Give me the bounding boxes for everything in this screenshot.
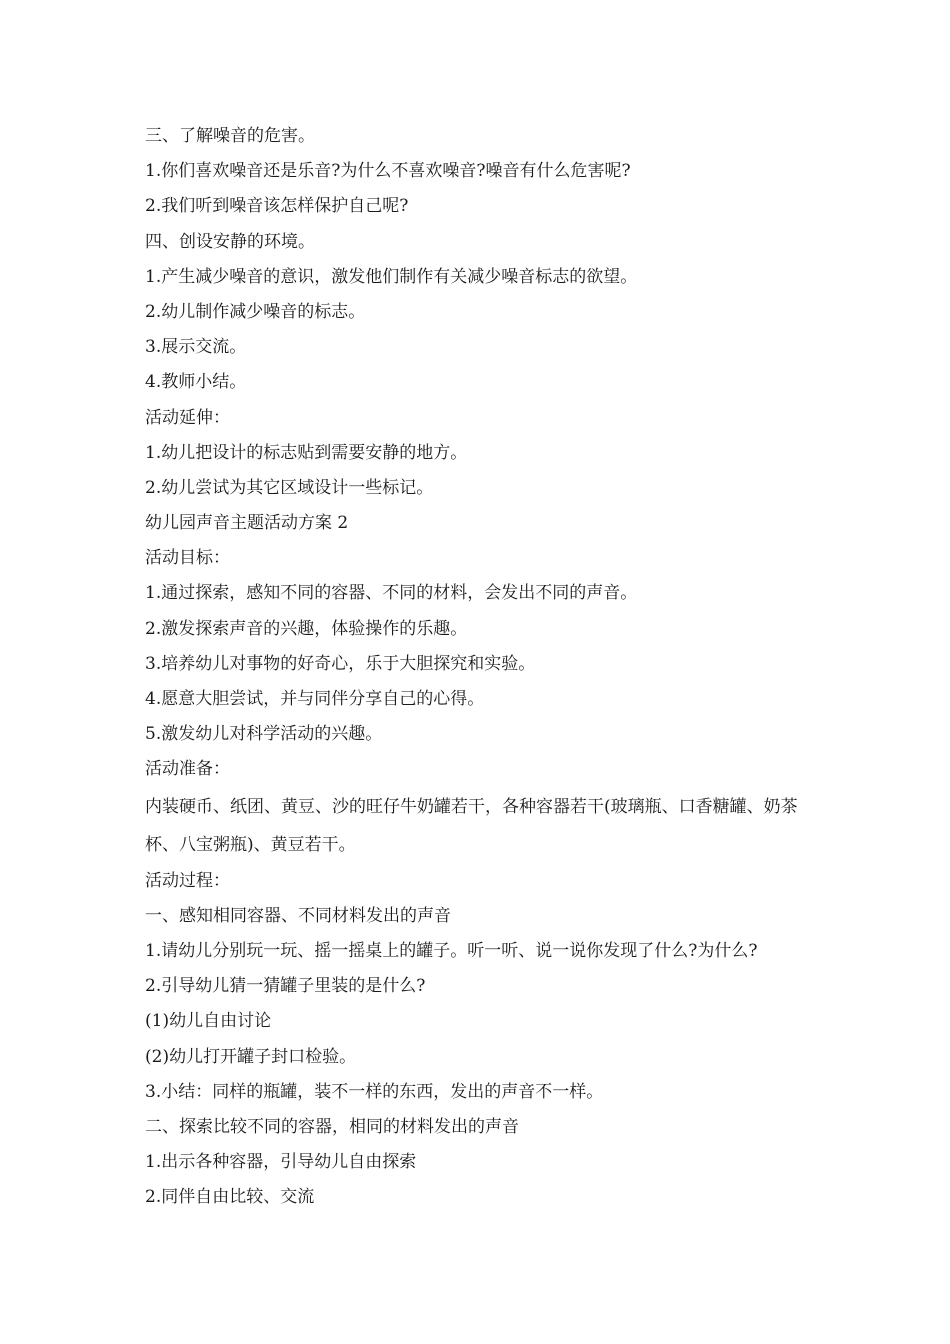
section-heading: 活动过程： bbox=[145, 870, 230, 891]
list-item: 2.我们听到噪音该怎样保护自己呢? bbox=[145, 196, 409, 217]
section-heading: 一、感知相同容器、不同材料发出的声音 bbox=[145, 905, 451, 926]
list-item: (2)幼儿打开罐子封口检验。 bbox=[145, 1046, 357, 1067]
list-item: 1.请幼儿分别玩一玩、摇一摇桌上的罐子。听一听、说一说你发现了什么?为什么? bbox=[145, 940, 758, 961]
list-item: 3.培养幼儿对事物的好奇心，乐于大胆探究和实验。 bbox=[145, 653, 536, 674]
list-item: 3.展示交流。 bbox=[145, 337, 247, 358]
document-subtitle: 幼儿园声音主题活动方案 2 bbox=[145, 513, 349, 534]
list-item: 2.幼儿制作减少噪音的标志。 bbox=[145, 301, 366, 322]
list-item: 1.出示各种容器，引导幼儿自由探索 bbox=[145, 1152, 417, 1173]
list-item: 2.激发探索声音的兴趣，体验操作的乐趣。 bbox=[145, 618, 468, 639]
list-item: 5.激发幼儿对科学活动的兴趣。 bbox=[145, 724, 383, 745]
section-heading: 二、探索比较不同的容器，相同的材料发出的声音 bbox=[145, 1116, 519, 1137]
list-item: 1.你们喜欢噪音还是乐音?为什么不喜欢噪音?噪音有什么危害呢? bbox=[145, 161, 631, 182]
section-heading: 三、了解噪音的危害。 bbox=[145, 126, 315, 146]
section-heading: 活动延伸： bbox=[145, 407, 230, 428]
list-item: 1.通过探索，感知不同的容器、不同的材料，会发出不同的声音。 bbox=[145, 583, 638, 604]
list-item: 2.同伴自由比较、交流 bbox=[145, 1187, 315, 1208]
document-body bbox=[145, 119, 825, 1215]
list-item: (1)幼儿自由讨论 bbox=[145, 1011, 272, 1032]
preparation-paragraph: 内装硬币、纸团、黄豆、沙的旺仔牛奶罐若干，各种容器若干(玻璃瓶、口香糖罐、奶茶杯、八宝粥瓶)、黄豆若干。 bbox=[145, 796, 798, 855]
list-item: 3.小结：同样的瓶罐，装不一样的东西，发出的声音不一样。 bbox=[145, 1081, 604, 1102]
list-item: 4.愿意大胆尝试，并与同伴分享自己的心得。 bbox=[145, 689, 485, 709]
section-heading: 活动准备： bbox=[145, 759, 230, 780]
section-heading: 活动目标： bbox=[145, 548, 230, 569]
list-item: 2.引导幼儿猜一猜罐子里装的是什么? bbox=[145, 976, 426, 997]
list-item: 1.产生减少噪音的意识，激发他们制作有关减少噪音标志的欲望。 bbox=[145, 266, 638, 287]
list-item: 4.教师小结。 bbox=[145, 372, 247, 393]
section-heading: 四、创设安静的环境。 bbox=[145, 231, 315, 252]
list-item: 1.幼儿把设计的标志贴到需要安静的地方。 bbox=[145, 442, 468, 463]
list-item: 2.幼儿尝试为其它区域设计一些标记。 bbox=[145, 477, 434, 498]
